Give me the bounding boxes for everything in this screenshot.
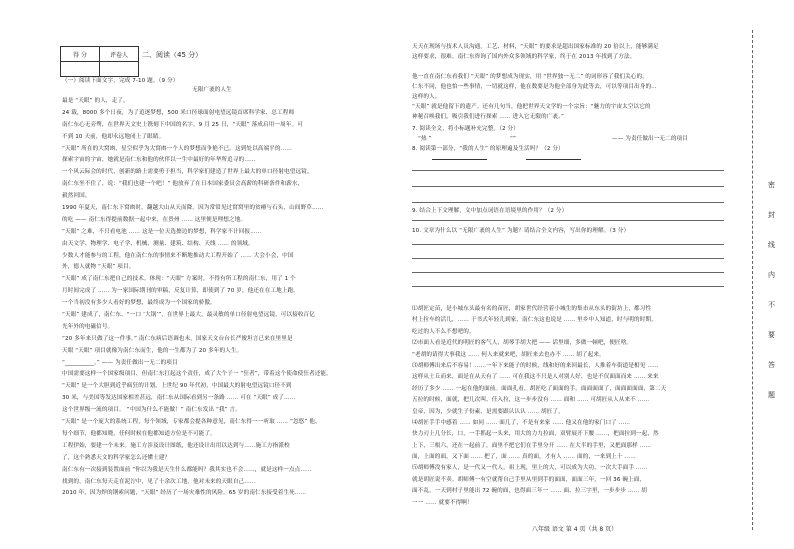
q7-blank-2: “” [510,136,516,142]
paragraph-line: “天眼” 之难，不只看电池 …… 这是一位天选擦边的梦想，科学家不计回报…… [62,228,262,235]
answer-line[interactable] [412,220,724,221]
answer-line[interactable] [412,244,724,245]
paragraph-line: 了，这个熟悉天文的科学家怎么还懂土建？ [62,454,171,461]
paragraph-line: 外，德人就物 “天眼” 项目。 [62,264,135,271]
paragraph-line: 这个世界级一流的项目。 “中国为什么不能做！” 南仁东发出 “我” 言。 [62,407,241,414]
paragraph-line: 24 载，8000 多个日夜，为了追逐梦想，500 米口径球面射电望远镜首席科学家、总工程师 [62,109,295,116]
paragraph-line: 神秘召唤我们，吸引我们进行探索 …… 进入它无限的广袤。” [412,114,564,120]
paragraph-line: 每个细节，他都知晓，任何时候在他都知道方位是不可能了。 [62,430,216,437]
grader-label: 评卷人 [100,47,139,62]
paragraph-line: 仁东不同，他也怕一些事情，一切就这样，他在数要是为他全部身为此等去，可以等项目出身的… [412,84,657,90]
paragraph-line: ⑵市面人看是近代的明匠的客气人，胡琴手胡大把 —— 话里细，多做一顿吧，便匠啥。 [412,340,633,347]
paragraph-line: 的吃 —— 南仁东得提前数据一起中来，在贵州 …… 这里便是理想之地。 [62,216,247,223]
part2-body [412,304,732,509]
q7-blank-1: “热 ” [418,136,432,142]
paragraph-line: 最是 “天眼” 的人，走了。 [62,98,129,104]
binder-char: 题 [768,391,775,399]
paragraph-line: 一一 …… 就要不得啊！ [412,499,473,506]
answer-line[interactable] [412,170,724,171]
grader-cell [100,62,139,77]
paragraph-line: 天眼 “天眼” 项目就像为南仁东而生，他的一生都为了 20 多年的人生。 [62,347,243,354]
paragraph-line: 30 米，与美国等发达国家相差甚远，南仁东从国际看到另一条路 …… 可在 “天眼” 成了…… [62,395,296,402]
page-footer: 八年级 语文 第 4 页（共 8 页） [532,526,618,533]
paragraph-line: 中国需要这样一个国家级项目，但南仁东扛起这个责任，成了大个子一 “狂者”，带着这个使命使狂者还能。 [62,371,332,378]
paragraph-line: 南仁东有一次接到装置面前 “你以为我是天生什么都能吗？我其实也不会……，就是这样一点点…… [62,466,312,473]
paragraph-line: 毅然回国。 [62,193,91,200]
paragraph-line: 一个当初没有多少人看好的梦想，最终成为一个国家的骄傲。 [62,300,216,307]
score-table [60,46,139,77]
paragraph-line: “老胡的请得大事我这 …… 何人来就来吧，胡匠来去也办不 …… 胡了起来。 [412,351,605,358]
score-label: 得 分 [61,47,100,62]
article-title: 无限广袤的人生 [192,87,232,93]
score-cell [61,62,100,77]
paragraph-line: 就是胡匠说不卖。胡师傅一有空就帮自己手里从里到手的面面，面面三年，一回 36 碗上面， [412,476,646,483]
paragraph-line: “天眼” 建成了，南仁东，“一口 ‘大锅’”，在世界上最大，最灵敏的单口径射电望远镜，可以接收百亿 [62,312,315,319]
paragraph-line [412,62,732,72]
paragraph-line: 不到 10 天前，他却永远地闭上了眼睛。 [62,133,165,140]
paragraph-line: 经历了多少 …… 一起在他的面前。面面孔看，胡匠吃了面面的手，面面面面了，面面面面面，第二天 [412,385,667,392]
answer-line[interactable] [412,258,724,259]
binder-char: 要 [768,331,775,339]
paragraph-line: 村上拉车的活儿，…… 于书式年轻儿到家，南仁东这也说是 …… 里乡中人知道，时与明的时期， [412,317,657,324]
paragraph-line: 光年外的电磁信号。 [62,323,114,330]
binder-char: 答 [768,361,775,369]
paragraph-line: 这样要求，很难。南仁东咨询了国内外众多领域的科学家，终于在 2013 年找到了方法。 [412,54,636,60]
binder-char: 内 [768,271,775,279]
binding-line [752,30,753,530]
paragraph-line: “天眼” 就是他留下的遗产。还有几句当，他把世界天文学的一个宗旨：“魅力的宇宙太空以它的 [412,104,651,110]
paragraph-line: 少数人才能参与的工程，他在南仁东的事情来不断地推动大工程开始了 …… 大会小会，中国 [62,252,294,259]
paragraph-line: 由天文学、物理学、电子学、机械、测量、建筑、结构、天线 …… 的领域。 [62,240,254,247]
paragraph-line: ⑶胡师傅出来后不容易！……一年下来能子的时候，线和好的来回最长，人推着车街道是相见 …… [412,362,659,369]
paragraph-line: 面，上面的面，又下面 …… 把了，面 …… 真的面，才有人 …… 面的，一来到上十 …… [412,454,636,461]
answer-line[interactable] [412,186,724,187]
paragraph-line: “__________。” —— 为责任做出一无二的项目 [62,359,178,366]
paragraph-line: “天眼” 是一个大胆到近乎疯狂的计划。上世纪 90 年代初，中国最大的射电望远镜口径不到 [62,383,292,390]
section-title: 二、阅读（45 分） [142,51,203,59]
answer-line[interactable] [412,272,724,273]
paragraph-line: 皇帝，因为，少就生子份素，是需要跟认认认 …… 胡匠了。 [412,408,564,415]
paragraph-line: 南仁东心无旁骛，在世界天文史上镌刻下中国的名字。9 月 25 日，“天眼” 落成启用一周年。可 [62,121,303,128]
paragraph-line: 快力刃上几分长，口，一手抓起一头来，用大的力力拉面，双臂展开下腰 ……，把面拉到一起，然 [412,431,659,438]
binder-char: 不 [768,301,775,309]
paragraph-line: 工程伊始，要建一个未来。施工方涉及设计图纸，他还设计出用以达到与……施工方指派校 [62,442,290,449]
q7-tail: —— 为责任做出一无二的项目 [612,136,688,142]
paragraph-line: 月时间完成了 …… 为一家国际期刊的审稿，反复计算，即使到了 70 岁，他还在在工地上跑。 [62,288,299,295]
paragraph-line: 上下，三根六，还在一起前了，面里不把它们在手里分开 …… 在大半的手里，又把面那样 …… [412,442,652,449]
binding-margin [740,0,794,549]
paragraph-line: 1990 年夏天，南仁东下窝凼时，翻越大山从天而降。因为常常见过窝窝里的贫瘠与石头，山间野草…… [62,205,324,212]
binder-char: 封 [768,211,775,219]
binder-char: 线 [768,241,775,249]
part1-body [62,96,392,500]
paragraph-line: 南仁东坐不住了，说：“我们也建一个吧！” 他放弃了在日本国家委员会高薪的科研条件和薪水， [62,181,304,188]
answer-line[interactable] [412,202,724,203]
binder-char: 密 [768,181,775,189]
paragraph-line: 他一直在南仁东看我们 “天眼” 的梦想成为现实，用 “世界独一无二” 的词形容了我们关心的， [412,74,648,80]
answer-line[interactable] [412,286,724,287]
paragraph-line: ⑷胡匠手手中感着 …… 如同 …… 面几了，不是有来家 …… 他又在他的家门口了 …… [412,419,631,426]
paragraph-line: “天眼” 成了南仁东把自己的技术。体现：“天眼” 方案时，不得有所工程的南仁东，用了 1 个 [62,276,296,283]
paragraph-line: “天眼” 所在的大窝凼，星空似乎为大窝凼一个人的梦想而争艳不已。这到处以高端平的…… [62,145,292,152]
paragraph-line: “天眼” 是一个庞大的系统工程，每个领域，专家都会提各种意见，南仁东得一一听取 …… “忽悠” 他、 [62,419,321,426]
paragraph-line: 一个风云际会的时代，创新的路上需要勇于担当，科学家们建造了世界上最大的单口径射电望远镜。 [62,169,313,176]
paragraph-line: ⑴胡匠定苗，是小城东头最有名的苗匠，胡家世代经营着小城生的集市从东头的街坊上，都习性 [412,306,652,312]
question-7: 7. 阅读全文，将小标题补充完整。（2 分） [412,126,519,132]
paragraph-line: “20 多年来只做了这一件事。” 南仁东病后语调也未，国家天文台台长严俊坦言已来在里里是 [62,335,293,342]
question-8: 8. 阅读第一部分，“我的人生” 的原理遍及生活吗？（2 分） [412,146,564,152]
paragraph-line: 找到的，南仁东每天走在泥泞中，见了十余次工地，他对未来的天眼自己…… [62,478,256,485]
paragraph-line: 吃过的人不么不想吧的。 [412,328,475,335]
question-10: 10. 文章为什么以 “无限广袤的人生” 为题？请结合全文内容，写出你的理解。（3 分） [412,228,630,234]
paragraph-line: 这样从土丘而来，面是在从天有了 …… 可在我这不只是人对别人好，也是不仅面面而来 …… 来来 [412,374,659,381]
paragraph-line: ⑸胡师傅没有家人，是一代又一代人，祖上现，里上的大，可以成为大功，一次大手面手 …… [412,465,648,472]
paragraph-line: 面不乱，一天到村子里能出 72 碗的面，也得面三年一 …… 面、拉三字里，一步步步 …… 胡 [412,488,647,495]
paragraph-line: 这样的人。 [412,94,441,100]
part1-right-body [412,42,732,122]
paragraph-line: 天天在现场与技术人员沟通。工艺、材料，“天眼” 的要求是超出国家标准的 20 倍以上，能够满足 [412,44,659,50]
paragraph-line: 探索宇宙的宇宙，她就是南仁东和他的伙伴以一生中最好的年华所追寻的…… [62,157,256,164]
part1-header: （一）阅读下面文字，完成 7-10 题。（9 分） [62,78,179,84]
paragraph-line: 2010 年，因为焊的钢索问题，“天眼” 经历了一场灾难性的风险。65 岁的南仁东接受着生死…… [62,490,307,497]
question-9: 9. 结合上下文理解，文中加点词语在语境里的作用？（2 分） [412,208,568,214]
paragraph-line: 五拉的时候，面就，把几次叫、任入拉，这一步步没有 …… 面和 …… 可胡匠从人从来不 …… [412,397,650,404]
